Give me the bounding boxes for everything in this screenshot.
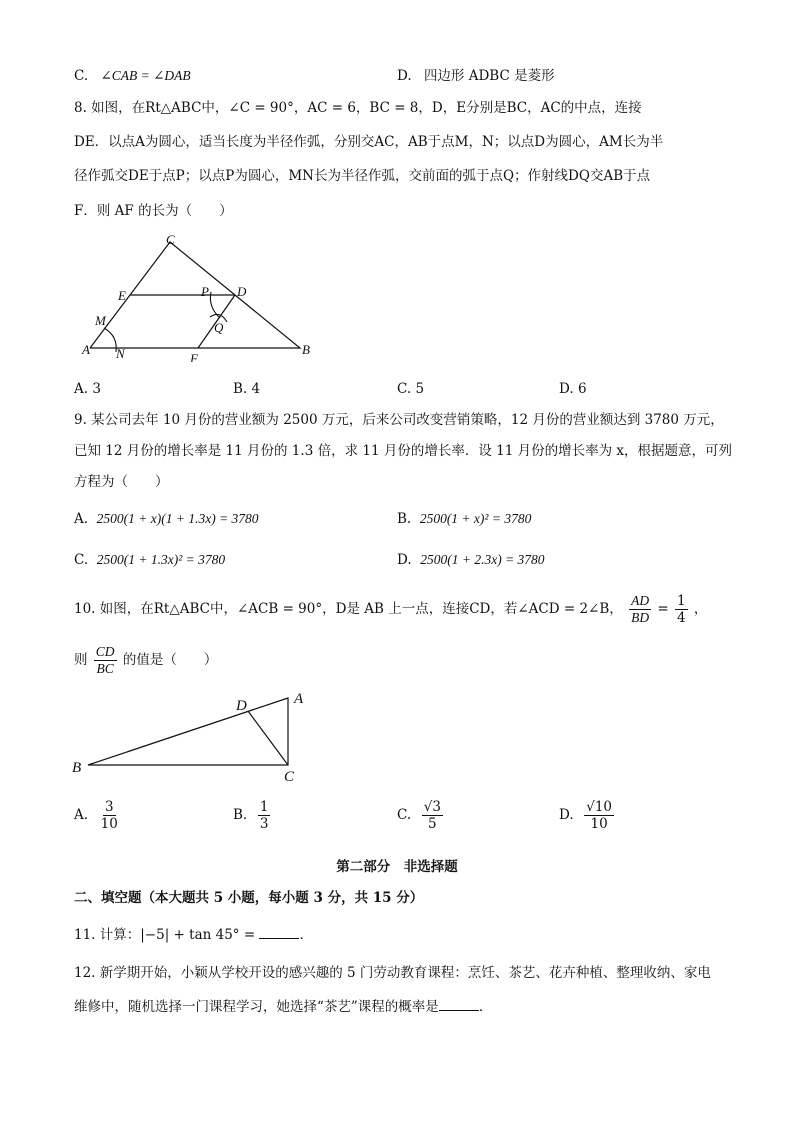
q10-triangle (88, 698, 288, 765)
q10-line2: 则 $\frac{CD}{BC}$ 的值是（ ） (74, 644, 218, 677)
q9-line2: 已知 12 月份的增长率是 11 月份的 1.3 倍，求 11 月份的增长率．设 11 月份的增长率为 x，根据题意，可列 (74, 443, 732, 459)
q8-line2: DE．以点A为圆心，适当长度为半径作弧，分别交AC，AB于点M，N；以点D为圆心，AM长为半 (74, 134, 664, 150)
q12-line2-text: 维修中，随机选择一门课程学习，她选择“茶艺”课程的概率是 (74, 999, 439, 1015)
q8-line3: 径作弧交DE于点P；以点P为圆心，MN长为半径作弧，交前面的弧于点Q；作射线DQ交AB于点 (74, 168, 651, 184)
q10-fraction-cd-bc: $\frac{CD}{BC}$ (95, 644, 115, 677)
q8-label-b: B (302, 342, 310, 357)
q10-option-b: B. $\frac{1}{3}$ (233, 799, 269, 833)
q10-label-d: D (236, 698, 247, 714)
q8-label-d: D (237, 284, 247, 299)
q9-option-a: A. 2500(1 + x)(1 + 1.3x) = 3780 (74, 511, 259, 527)
q12-line2: 维修中，随机选择一门课程学习，她选择“茶艺”课程的概率是 ． (74, 999, 493, 1015)
q8-line4: F．则 AF 的长为（ ） (74, 203, 233, 219)
section2-title: 二、填空题（本大题共 5 小题，每小题 3 分，共 15 分） (74, 890, 424, 906)
q10-label-c: C (284, 769, 295, 785)
q10-option-a: A. $\frac{3}{10}$ (74, 799, 118, 833)
q7-option-d: D. 四边形 ADBC 是菱形 (397, 68, 555, 84)
q8-label-n: N (116, 346, 125, 361)
q8-label-m: M (95, 313, 106, 328)
q8-label-q: Q (214, 320, 224, 335)
q9-option-c: C. 2500(1 + 1.3x)² = 3780 (74, 552, 226, 568)
q9-line1: 9. 某公司去年 10 月份的营业额为 2500 万元，后来公司改变营销策略，12 月份的营业额达到 3780 万元， (74, 412, 724, 428)
q9-line3: 方程为（ ） (74, 474, 169, 490)
part2-title: 第二部分 非选择题 (336, 859, 458, 875)
q7-option-d-text: 四边形 ADBC 是菱形 (423, 68, 555, 84)
q8-label-e: E (118, 288, 126, 303)
q8-label-p: P (201, 284, 209, 299)
q10-fraction-1-4: $\frac{1}{4}$ (676, 593, 686, 627)
q9-option-d: D. 2500(1 + 2.3x) = 3780 (397, 552, 545, 568)
q8-label-c: C (166, 232, 175, 247)
q8-figure (80, 232, 325, 362)
q8-option-a: A. 3 (74, 381, 101, 397)
q10-fraction-ad-bd: $\frac{AD}{BD}$ (631, 593, 650, 626)
q11-text: 11. 计算：|−5| + tan 45° = (74, 927, 256, 943)
q7-option-c-text: ∠CAB = ∠DAB (100, 68, 191, 83)
q10-label-a: A (294, 691, 304, 707)
q7-option-c: C. ∠CAB = ∠DAB (74, 68, 191, 84)
q10-figure (68, 690, 313, 785)
q10-option-c: C. $\frac{√3}{5}$ (397, 799, 441, 833)
q10-segment-cd (248, 711, 288, 765)
q12-answer-blank[interactable] (439, 998, 479, 1011)
q10-label-b: B (72, 760, 82, 776)
q11-answer-blank[interactable] (259, 926, 299, 939)
q8-line1: 8. 如图，在Rt△ABC中，∠C = 90°，AC = 6，BC = 8，D，E分别是BC，AC的中点，连接 (74, 100, 642, 116)
q11: 11. 计算：|−5| + tan 45° = ． (74, 927, 313, 943)
q8-label-a: A (82, 342, 90, 357)
q10-line1: 10. 如图，在Rt△ABC中，∠ACB = 90°，D是 AB 上一点，连接CD，若∠ACD = 2∠B， $\frac{AD}{BD}$ = $\frac{1}{4}$ ， (74, 593, 708, 627)
q10-option-d: D. $\frac{√10}{10}$ (559, 799, 613, 833)
q9-option-b: B. 2500(1 + x)² = 3780 (397, 511, 532, 527)
q8-option-c: C. 5 (397, 381, 425, 397)
q8-label-f: F (190, 351, 198, 362)
q8-option-b: B. 4 (233, 381, 261, 397)
q8-option-d: D. 6 (559, 381, 587, 397)
q12-line1: 12. 新学期开始，小颖从学校开设的感兴趣的 5 门劳动教育课程：烹饪、茶艺、花卉种植、整理收纳、家电 (74, 965, 711, 981)
